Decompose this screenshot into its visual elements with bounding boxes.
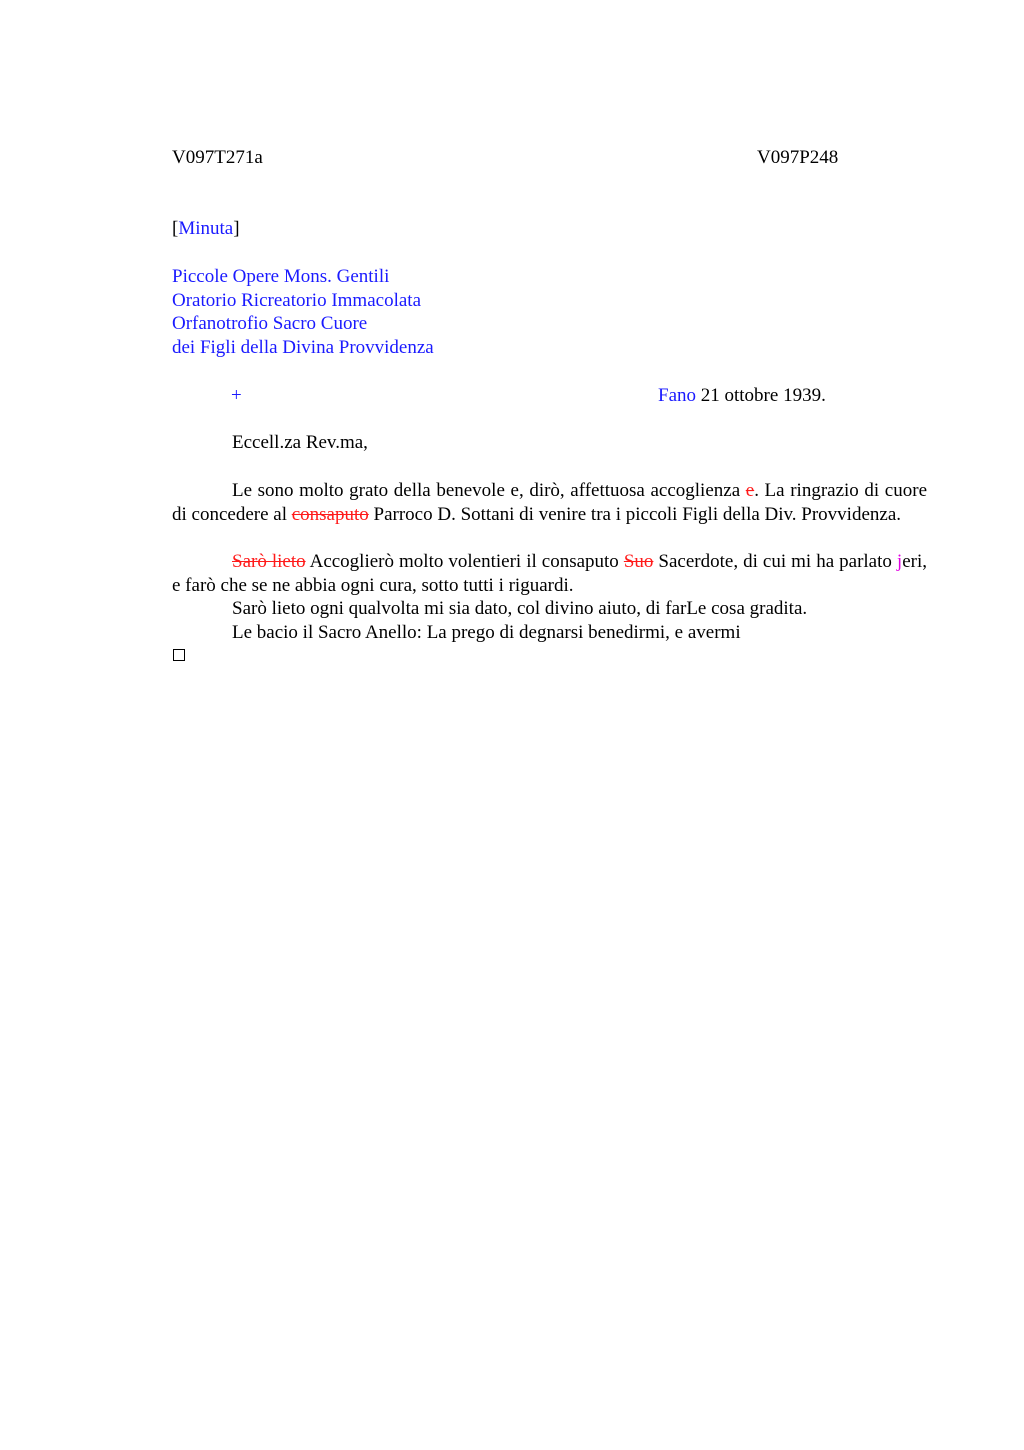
dateline-place: Fano [658, 385, 696, 406]
paragraph-1-text-c: Parroco D. Sottani di venire tra i piccoli Figli della Div. Provvidenza. [368, 503, 902, 525]
end-of-page-box [173, 649, 185, 661]
document-code-left: V097T271a [172, 147, 263, 168]
draft-label [172, 217, 240, 241]
salutation: Eccell.za Rev.ma, [232, 432, 368, 453]
paragraph-2-text-c: eri, e farò che se ne abbia ogni cura, sotto tutti i riguardi. [172, 551, 927, 596]
deleted-word: e [745, 480, 755, 501]
deleted-word: consaputo [291, 503, 369, 525]
paragraph-1-text-b: . La ringrazio di cuore di concedere al [172, 480, 927, 525]
paragraph-3: Sarò lieto ogni qualvolta mi sia dato, col divino aiuto, di farLe cosa gradita. [232, 598, 808, 619]
paragraph-4: Le bacio il Sacro Anello: La prego di degnarsi benedirmi, e avermi [232, 622, 741, 643]
paragraph-2-text-a: Accoglierò molto volentieri il consaputo [305, 551, 624, 572]
draft-label-close-bracket: ] [233, 218, 240, 239]
deleted-word: Sarò lieto [232, 551, 306, 572]
page-code-right: V097P248 [757, 147, 839, 168]
draft-label-text: Minuta [178, 218, 234, 239]
deleted-word: Suo [623, 551, 654, 572]
dateline-date: 21 ottobre 1939. [700, 385, 826, 406]
letterhead-line-3: Orfanotrofio Sacro Cuore [172, 313, 368, 334]
letterhead-line-4: dei Figli della Divina Provvidenza [172, 337, 434, 358]
paragraph-1 [172, 479, 927, 526]
paragraph-2 [172, 550, 927, 597]
letterhead-line-2: Oratorio Ricreatorio Immacolata [172, 290, 422, 311]
paragraph-2-text-b: Sacerdote, di cui mi ha parlato [653, 551, 897, 572]
dateline [658, 384, 826, 408]
paragraph-1-text-a: Le sono molto grato della benevole e, dirò, affettuosa accoglienza [232, 480, 746, 501]
letterhead-line-1: Piccole Opere Mons. Gentili [172, 266, 390, 287]
cross-mark: + [231, 385, 242, 406]
inserted-letter: j [896, 551, 903, 572]
draft-label-open-bracket: [ [172, 218, 179, 239]
